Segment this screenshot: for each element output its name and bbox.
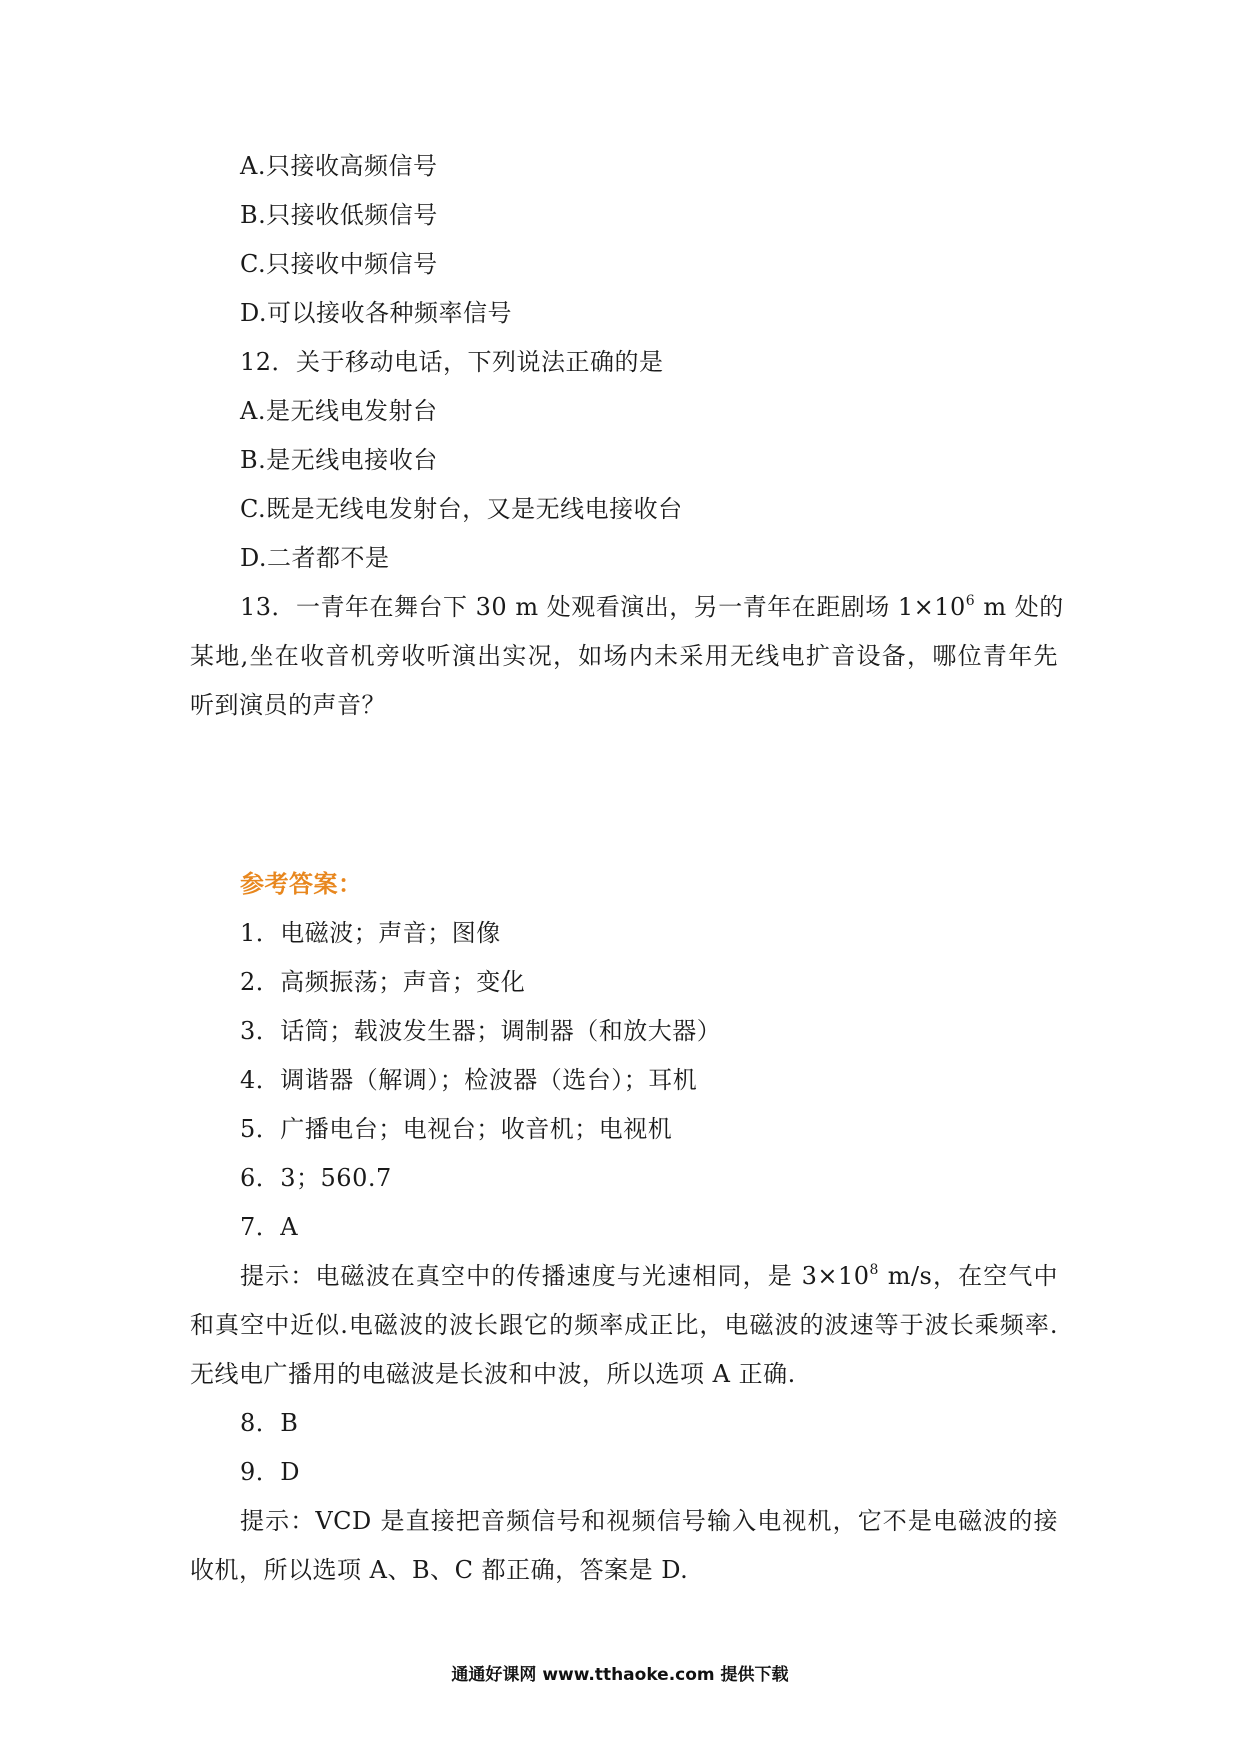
q13-line-1-post: m 处的 <box>975 593 1064 621</box>
hint9-line-1: 提示：VCD 是直接把音频信号和视频信号输入电视机，它不是电磁波的接 <box>240 1507 1058 1535</box>
q11-option-d: D.可以接收各种频率信号 <box>240 299 513 327</box>
hint9-line-2: 收机，所以选项 A、B、C 都正确，答案是 D. <box>190 1556 689 1584</box>
q13-line-2: 某地,坐在收音机旁收听演出实况，如场内未采用无线电扩音设备，哪位青年先 <box>190 642 1058 670</box>
answers-heading: 参考答案： <box>240 869 363 898</box>
q13-exponent: 6 <box>965 593 976 609</box>
q12-option-c: C.既是无线电发射台，又是无线电接收台 <box>240 495 683 523</box>
answer-item-2: 2．高频振荡；声音；变化 <box>240 968 526 996</box>
answer-item-3: 3．话筒；载波发生器；调制器（和放大器） <box>240 1017 722 1045</box>
answer-item-8: 8．B <box>240 1409 299 1437</box>
q13-line-3: 听到演员的声音？ <box>190 691 386 719</box>
answer-item-7: 7．A <box>240 1213 299 1241</box>
q12-option-a: A.是无线电发射台 <box>240 397 438 425</box>
q12-stem: 12．关于移动电话，下列说法正确的是 <box>240 348 664 376</box>
hint7-line-1-post: m/s，在空气中 <box>878 1262 1058 1290</box>
hint7-line-2: 和真空中近似.电磁波的波长跟它的频率成正比，电磁波的波速等于波长乘频率. <box>190 1311 1058 1339</box>
hint7-line-1 <box>240 1260 1058 1292</box>
hint7-exponent: 8 <box>869 1262 879 1278</box>
answer-item-9: 9．D <box>240 1458 301 1486</box>
hint7-line-3: 无线电广播用的电磁波是长波和中波，所以选项 A 正确. <box>190 1360 796 1388</box>
q11-option-a: A.只接收高频信号 <box>240 152 438 180</box>
q13-line-1 <box>240 591 1064 623</box>
hint7-line-1-pre: 提示：电磁波在真空中的传播速度与光速相同，是 3×10 <box>240 1262 870 1290</box>
q12-option-b: B.是无线电接收台 <box>240 446 438 474</box>
answer-item-4: 4．调谐器（解调）；检波器（选台）；耳机 <box>240 1066 698 1094</box>
answer-item-1: 1．电磁波；声音；图像 <box>240 919 501 947</box>
q11-option-b: B.只接收低频信号 <box>240 201 438 229</box>
q13-line-1-pre: 13．一青年在舞台下 30 m 处观看演出，另一青年在距剧场 1×10 <box>240 593 966 621</box>
page-footer: 通通好课网 www.tthaoke.com 提供下载 <box>451 1665 789 1685</box>
answer-item-5: 5．广播电台；电视台；收音机；电视机 <box>240 1115 673 1143</box>
q11-option-c: C.只接收中频信号 <box>240 250 438 278</box>
q12-option-d: D.二者都不是 <box>240 544 390 572</box>
answer-item-6: 6．3；560.7 <box>240 1164 392 1192</box>
